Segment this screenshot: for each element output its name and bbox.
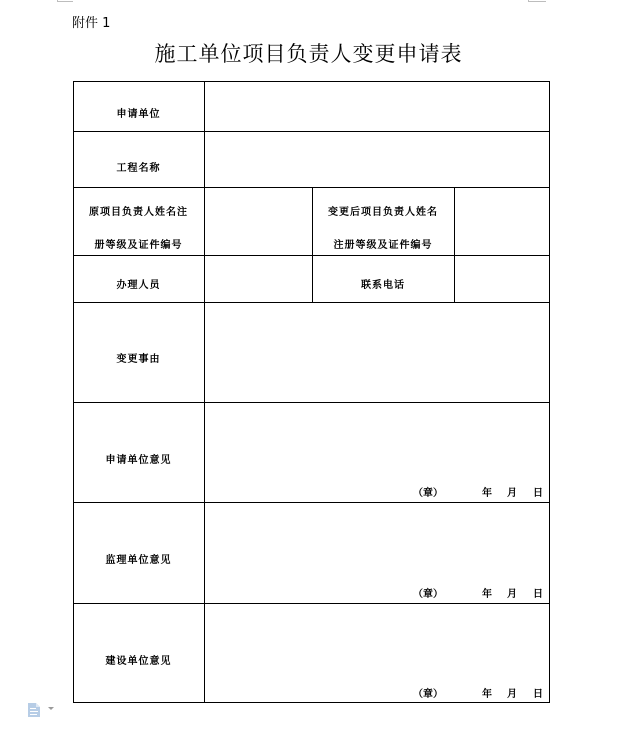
label-applicant-unit: 申请单位 bbox=[116, 109, 161, 120]
month-label: 月 bbox=[507, 689, 517, 700]
month-label: 月 bbox=[507, 589, 517, 600]
field-applicant-unit[interactable] bbox=[206, 83, 548, 130]
year-label: 年 bbox=[482, 488, 492, 499]
label-handler: 办理人员 bbox=[116, 280, 161, 291]
day-label: 日 bbox=[533, 488, 543, 499]
label-contact-phone: 联系电话 bbox=[361, 280, 405, 291]
field-original-manager[interactable] bbox=[206, 189, 311, 254]
year-label: 年 bbox=[482, 589, 492, 600]
field-new-manager[interactable] bbox=[456, 189, 548, 254]
document-icon[interactable] bbox=[28, 702, 40, 716]
label-change-reason: 变更事由 bbox=[116, 354, 161, 365]
chevron-down-icon[interactable] bbox=[48, 707, 54, 710]
label-new-manager-line2: 注册等级及证件编号 bbox=[333, 240, 433, 251]
day-label: 日 bbox=[533, 589, 543, 600]
label-original-manager-line1: 原项目负责人姓名注 bbox=[89, 207, 188, 218]
field-change-reason[interactable] bbox=[206, 304, 548, 401]
field-project-name[interactable] bbox=[206, 133, 548, 186]
label-original-manager-line2: 册等级及证件编号 bbox=[94, 240, 183, 251]
seal-label: （章） bbox=[413, 589, 443, 600]
label-applicant-opinion: 申请单位意见 bbox=[105, 455, 172, 466]
field-contact-phone[interactable] bbox=[456, 257, 548, 301]
field-handler[interactable] bbox=[206, 257, 311, 301]
month-label: 月 bbox=[507, 488, 517, 499]
label-new-manager-line1: 变更后项目负责人姓名 bbox=[328, 207, 438, 218]
year-label: 年 bbox=[482, 689, 492, 700]
page-corner-mark-left-h bbox=[57, 1, 73, 2]
field-supervisor-opinion[interactable] bbox=[206, 504, 548, 576]
field-applicant-opinion[interactable] bbox=[206, 404, 548, 474]
seal-label: （章） bbox=[413, 488, 443, 499]
label-supervisor-opinion: 监理单位意见 bbox=[105, 555, 172, 566]
attachment-label: 附件 1 bbox=[72, 16, 111, 31]
document-title: 施工单位项目负责人变更申请表 bbox=[154, 42, 463, 66]
label-project-name: 工程名称 bbox=[116, 163, 161, 174]
field-owner-opinion[interactable] bbox=[206, 605, 548, 677]
seal-label: （章） bbox=[413, 689, 443, 700]
page-corner-mark-right-h bbox=[528, 1, 546, 2]
label-owner-opinion: 建设单位意见 bbox=[105, 656, 172, 667]
day-label: 日 bbox=[533, 689, 543, 700]
